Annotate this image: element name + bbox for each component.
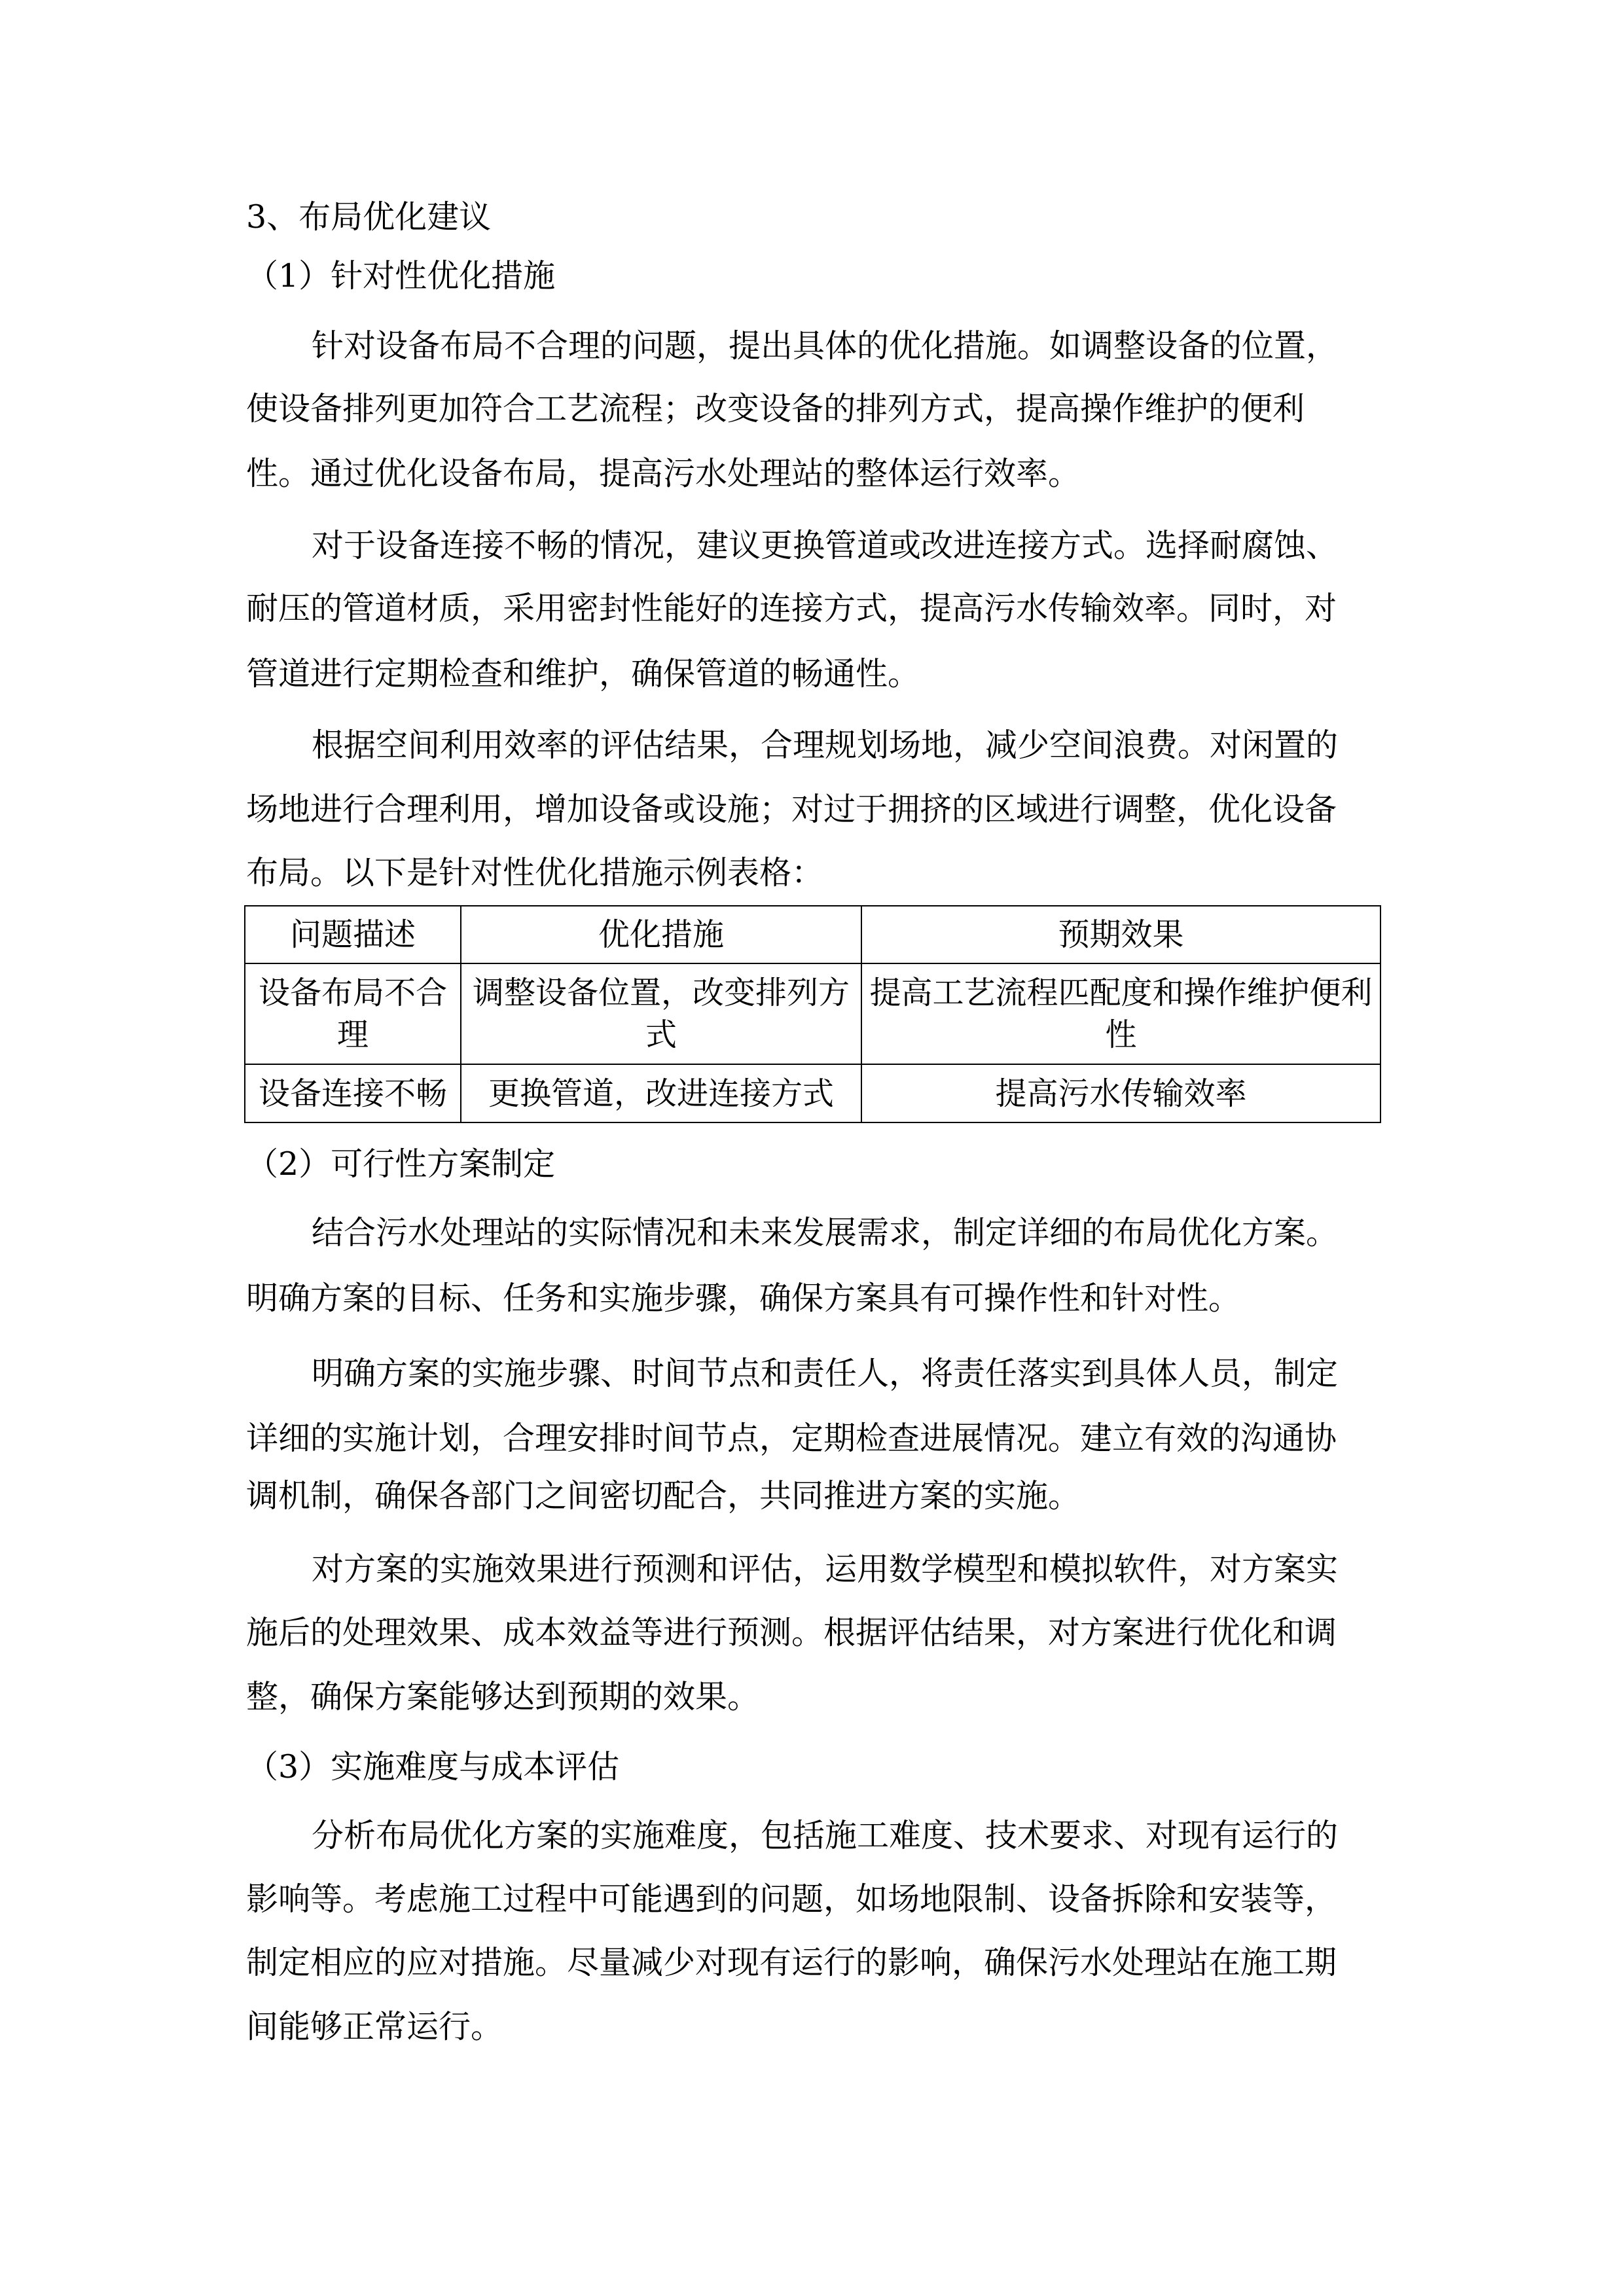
optimization-measures-table (244, 905, 1381, 1123)
paragraph-line: 耐压的管道材质，采用密封性能好的连接方式，提高污水传输效率。同时，对 (246, 590, 1337, 627)
paragraph-line: 管道进行定期检查和维护，确保管道的畅通性。 (246, 655, 920, 692)
paragraph-line: 场地进行合理利用，增加设备或设施；对过于拥挤的区域进行调整，优化设备 (246, 791, 1337, 828)
paragraph-line: 施后的处理效果、成本效益等进行预测。根据评估结果，对方案进行优化和调 (246, 1614, 1337, 1651)
paragraph-line: 性。通过优化设备布局，提高污水处理站的整体运行效率。 (246, 455, 1081, 492)
paragraph-line: 间能够正常运行。 (246, 2008, 503, 2045)
table-cell: 调整设备位置，改变排列方式 (461, 963, 861, 1064)
paragraph-line: 影响等。考虑施工过程中可能遇到的问题，如场地限制、设备拆除和安装等， (246, 1880, 1337, 1918)
paragraph-line: 制定相应的应对措施。尽量减少对现有运行的影响，确保污水处理站在施工期 (246, 1944, 1337, 1981)
subsection-heading-3: （3）实施难度与成本评估 (246, 1748, 620, 1785)
table-row (245, 1064, 1380, 1122)
paragraph-line: 整，确保方案能够达到预期的效果。 (246, 1678, 760, 1715)
paragraph-line: 分析布局优化方案的实施难度，包括施工难度、技术要求、对现有运行的 (312, 1817, 1339, 1854)
paragraph-line: 明确方案的实施步骤、时间节点和责任人，将责任落实到具体人员，制定 (312, 1355, 1339, 1392)
paragraph-line: 使设备排列更加符合工艺流程；改变设备的排列方式，提高操作维护的便利 (246, 390, 1305, 427)
paragraph-line: 调机制，确保各部门之间密切配合，共同推进方案的实施。 (246, 1477, 1081, 1515)
table-cell: 设备连接不畅 (245, 1064, 461, 1122)
paragraph-line: 对方案的实施效果进行预测和评估，运用数学模型和模拟软件，对方案实 (312, 1551, 1339, 1588)
table-header-cell: 问题描述 (245, 906, 461, 963)
subsection-heading-2: （2）可行性方案制定 (246, 1145, 556, 1183)
table-cell: 更换管道，改进连接方式 (461, 1064, 861, 1122)
table-header-cell: 优化措施 (461, 906, 861, 963)
section-heading: 3、布局优化建议 (246, 198, 492, 236)
paragraph-line: 对于设备连接不畅的情况，建议更换管道或改进连接方式。选择耐腐蚀、 (312, 527, 1339, 564)
table-header-cell: 预期效果 (861, 906, 1380, 963)
paragraph-line: 针对设备布局不合理的问题，提出具体的优化措施。如调整设备的位置， (312, 327, 1339, 365)
table-cell: 提高工艺流程匹配度和操作维护便利性 (861, 963, 1380, 1064)
paragraph-line: 明确方案的目标、任务和实施步骤，确保方案具有可操作性和针对性。 (246, 1280, 1241, 1317)
paragraph-line: 布局。以下是针对性优化措施示例表格： (246, 854, 824, 891)
table-cell: 提高污水传输效率 (861, 1064, 1380, 1122)
paragraph-line: 根据空间利用效率的评估结果，合理规划场地，减少空间浪费。对闲置的 (312, 726, 1339, 764)
paragraph-line: 详细的实施计划，合理安排时间节点，定期检查进展情况。建立有效的沟通协 (246, 1420, 1337, 1457)
table-row (245, 963, 1380, 1064)
table-cell: 设备布局不合理 (245, 963, 461, 1064)
paragraph-line: 结合污水处理站的实际情况和未来发展需求，制定详细的布局优化方案。 (312, 1214, 1339, 1251)
subsection-heading-1: （1）针对性优化措施 (246, 257, 556, 295)
table-header-row (245, 906, 1380, 963)
